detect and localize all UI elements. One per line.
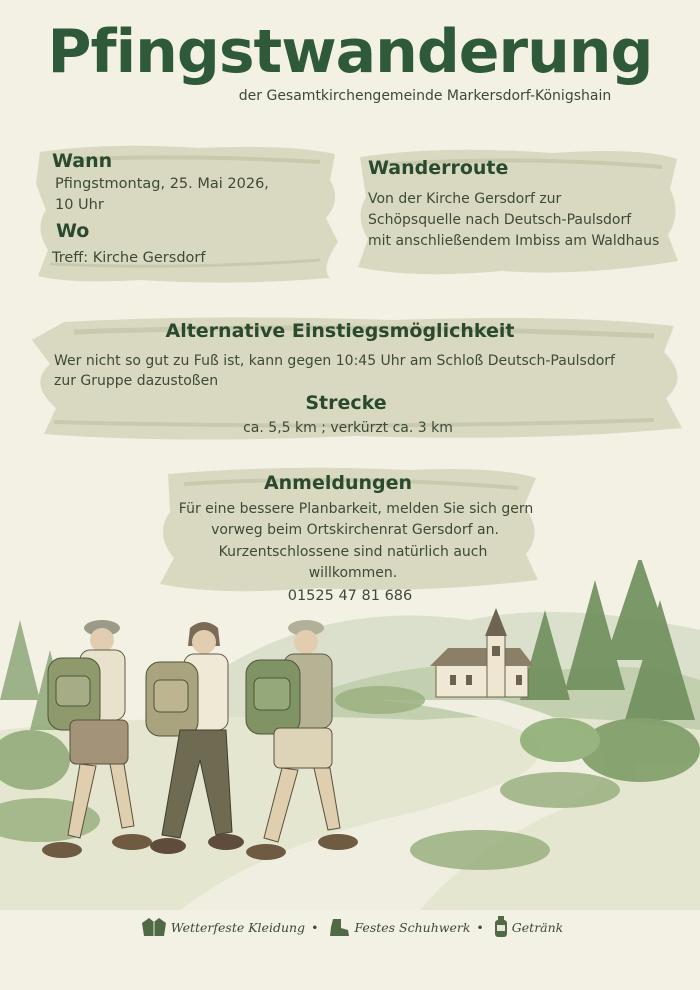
footer-separator-2: • [476, 920, 484, 935]
page-title: Pfingstwanderung [47, 17, 653, 87]
footer-item-drink: Getränk [511, 920, 564, 935]
footer-item-clothing: Wetterfeste Kleidung [170, 920, 306, 935]
anmeldungen-line2: vorweg beim Ortskirchenrat Gersdorf an. [211, 522, 499, 538]
anmeldungen-line1: Für eine bessere Planbarkeit, melden Sie sich gern [178, 501, 534, 517]
anmeldungen-phone: 01525 47 81 686 [287, 588, 413, 604]
footer-checklist [0, 916, 700, 941]
anmeldungen-line3: Kurzentschlossene sind natürlich auch [218, 544, 488, 560]
hiking-illustration [0, 560, 700, 910]
wanderroute-heading: Wanderroute [368, 157, 509, 179]
wo-text: Treff: Kirche Gersdorf [52, 250, 206, 266]
wann-heading: Wann [52, 150, 113, 172]
anmeldungen-line4: willkommen. [308, 565, 398, 581]
wanderroute-line2: Schöpsquelle nach Deutsch-Paulsdorf [368, 212, 632, 228]
bottle-icon [494, 916, 508, 941]
wanderroute-line1: Von der Kirche Gersdorf zur [368, 191, 562, 207]
anmeldungen-heading: Anmeldungen [263, 472, 413, 494]
footer-item-shoes: Festes Schuhwerk [354, 920, 471, 935]
alternative-line1: Wer nicht so gut zu Fuß ist, kann gegen 10:45 Uhr am Schloß Deutsch-Paulsdorf [54, 353, 615, 369]
wo-heading: Wo [56, 220, 90, 242]
wann-time: 10 Uhr [55, 197, 104, 213]
alternative-heading: Alternative Einstiegsmöglichkeit [165, 320, 515, 342]
strecke-heading: Strecke [305, 392, 387, 414]
wanderroute-line3: mit anschließendem Imbiss am Waldhaus [368, 233, 660, 249]
page-subtitle: der Gesamtkirchengemeinde Markersdorf-Königshain [238, 88, 612, 104]
boot-icon [328, 917, 350, 940]
alternative-line2: zur Gruppe dazustoßen [54, 373, 219, 389]
wann-date: Pfingstmontag, 25. Mai 2026, [55, 176, 269, 192]
strecke-text: ca. 5,5 km ; verkürzt ca. 3 km [243, 420, 453, 436]
footer-separator: • [311, 920, 319, 935]
jacket-icon [141, 917, 167, 940]
